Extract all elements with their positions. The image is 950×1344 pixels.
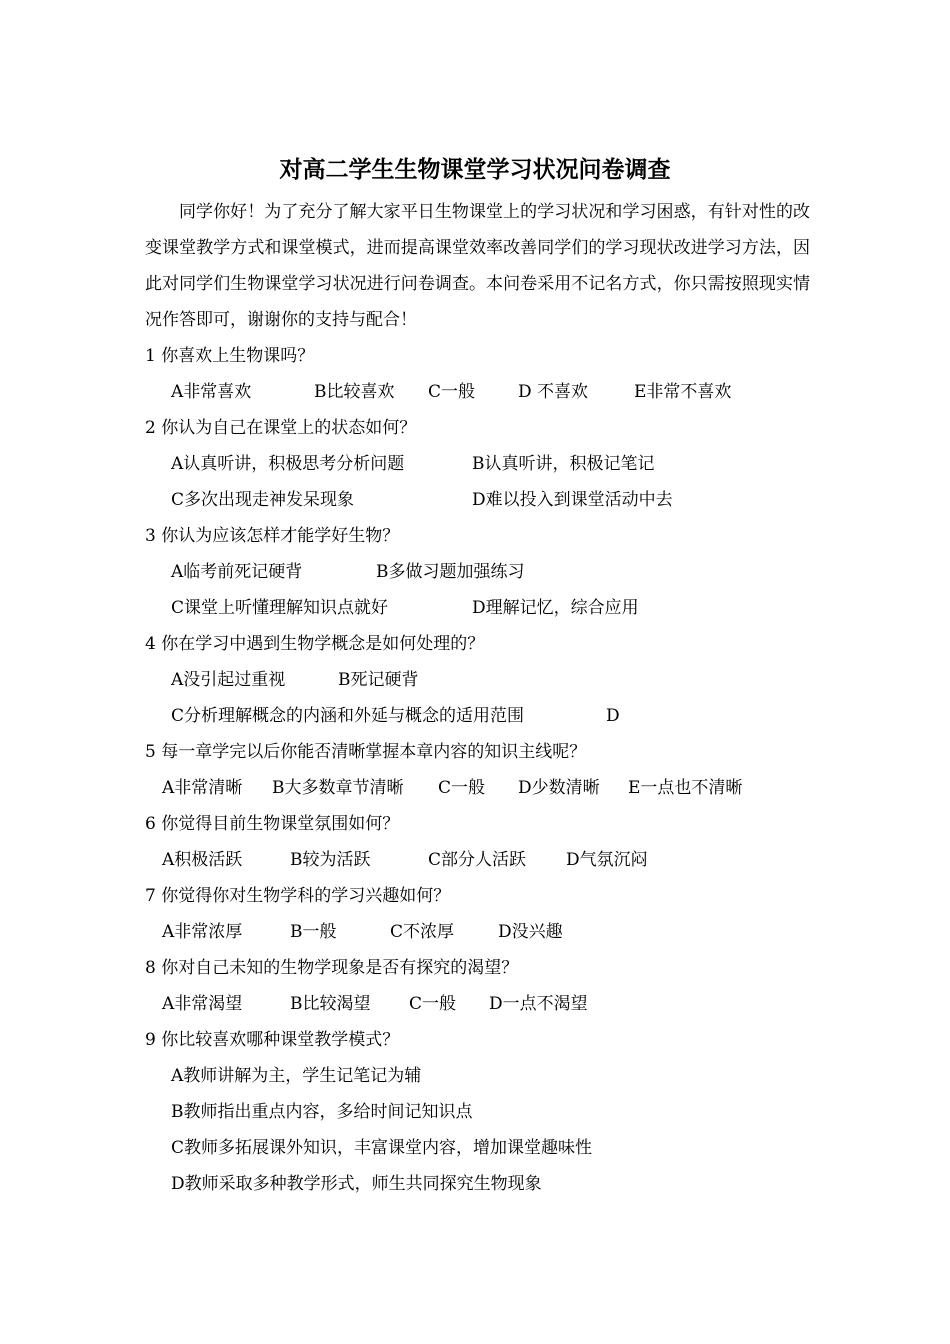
option-c: C课堂上听懂理解知识点就好: [171, 598, 389, 618]
option-c: C一般: [428, 382, 476, 402]
question-8: 8 你对自己未知的生物学现象是否有探究的渴望？: [145, 958, 519, 978]
intro-paragraph: 同学你好！为了充分了解大家平日生物课堂上的学习状况和学习困惑，有针对性的改变课堂教学方式和课堂模式，进而提高课堂效率改善同学们的学习现状改进学习方法，因此对同学们生物课堂学习状况进行问卷调查。本问卷采用不记名方式，你只需按照现实情况作答即可，谢谢你的支持与配合！: [145, 202, 810, 330]
option-a: A非常浓厚: [162, 922, 243, 942]
page-title: 对高二学生生物课堂学习状况问卷调查: [279, 157, 671, 183]
question-4: 4 你在学习中遇到生物学概念是如何处理的？: [145, 634, 485, 654]
question-1: 1 你喜欢上生物课吗？: [145, 346, 315, 366]
option-b: B教师指出重点内容，多给时间记知识点: [171, 1102, 473, 1122]
option-c: C教师多拓展课外知识，丰富课堂内容，增加课堂趣味性: [171, 1138, 593, 1158]
options-row: [145, 662, 825, 698]
option-e: E一点也不清晰: [628, 778, 743, 798]
question-list: [145, 338, 825, 1202]
options-row: [145, 914, 825, 950]
options-row: [145, 770, 825, 806]
options-row: [145, 698, 825, 734]
option-a: A没引起过重视: [171, 670, 286, 690]
option-d: D一点不渴望: [489, 994, 588, 1014]
question-6: 6 你觉得目前生物课堂氛围如何？: [145, 814, 400, 834]
option-b: B比较渴望: [290, 994, 371, 1014]
option-b: B较为活跃: [290, 850, 371, 870]
question-2: 2 你认为自己在课堂上的状态如何？: [145, 418, 417, 438]
option-d: D难以投入到课堂活动中去: [472, 490, 673, 510]
option-b: B认真听讲，积极记笔记: [472, 454, 655, 474]
option-c: C分析理解概念的内涵和外延与概念的适用范围: [171, 706, 525, 726]
option-a: A认真听讲，积极思考分析问题: [171, 454, 405, 474]
option-d: D教师采取多种教学形式，师生共同探究生物现象: [171, 1174, 542, 1194]
option-d: D气氛沉闷: [566, 850, 648, 870]
option-b: B大多数章节清晰: [272, 778, 404, 798]
options-row: [145, 1058, 825, 1094]
option-a: A非常渴望: [162, 994, 243, 1014]
options-row: [145, 374, 825, 410]
option-c: C不浓厚: [390, 922, 455, 942]
option-c: C一般: [438, 778, 486, 798]
option-d: D 不喜欢: [518, 382, 589, 402]
option-a: A积极活跃: [162, 850, 243, 870]
option-c: C部分人活跃: [428, 850, 527, 870]
question-3: 3 你认为应该怎样才能学好生物？: [145, 526, 400, 546]
option-b: B比较喜欢: [314, 382, 395, 402]
option-d: D: [606, 706, 620, 726]
option-a: A非常清晰: [162, 778, 243, 798]
options-row: [145, 482, 825, 518]
option-c: C一般: [409, 994, 457, 1014]
question-5: 5 每一章学完以后你能否清晰掌握本章内容的知识主线呢？: [145, 742, 587, 762]
options-row: [145, 1094, 825, 1130]
options-row: [145, 446, 825, 482]
option-e: E非常不喜欢: [634, 382, 732, 402]
option-d: D少数清晰: [518, 778, 600, 798]
options-row: [145, 842, 825, 878]
options-row: [145, 1130, 825, 1166]
option-d: D没兴趣: [498, 922, 563, 942]
question-9: 9 你比较喜欢哪种课堂教学模式？: [145, 1030, 400, 1050]
options-row: [145, 1166, 825, 1202]
option-b: B死记硬背: [338, 670, 419, 690]
option-a: A临考前死记硬背: [171, 562, 303, 582]
option-a: A教师讲解为主，学生记笔记为辅: [171, 1066, 422, 1086]
option-c: C多次出现走神发呆现象: [171, 490, 355, 510]
option-d: D理解记忆，综合应用: [472, 598, 639, 618]
options-row: [145, 986, 825, 1022]
option-b: B一般: [290, 922, 337, 942]
options-row: [145, 590, 825, 626]
option-a: A非常喜欢: [171, 382, 252, 402]
option-b: B多做习题加强练习: [376, 562, 525, 582]
question-7: 7 你觉得你对生物学科的学习兴趣如何？: [145, 886, 451, 906]
options-row: [145, 554, 825, 590]
